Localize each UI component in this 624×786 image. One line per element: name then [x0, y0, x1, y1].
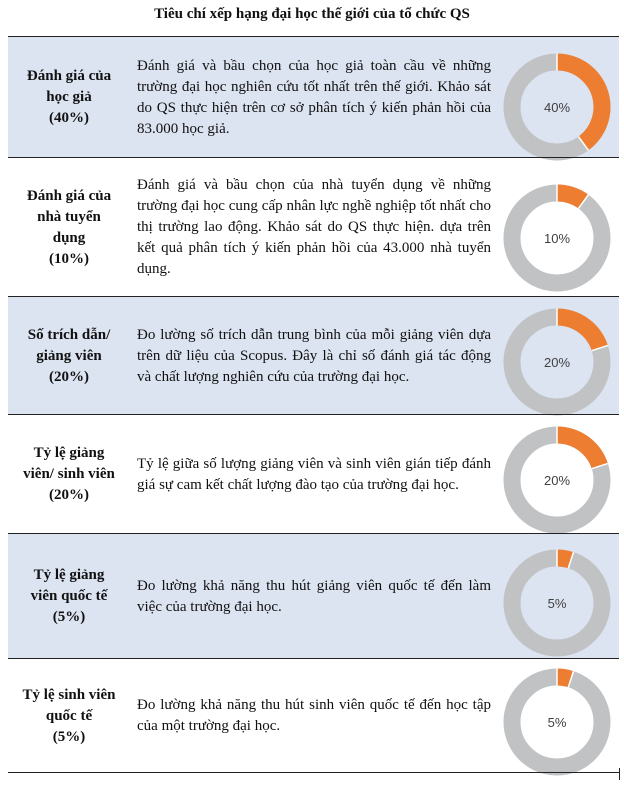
criterion-line: nhà tuyển: [37, 208, 101, 225]
criterion-line: (5%): [52, 609, 86, 625]
table-row: [8, 36, 619, 158]
donut-chart: [502, 548, 612, 658]
page-title: Tiêu chí xếp hạng đại học thế giới của tổ chức QS: [154, 6, 470, 22]
donut-svg: [502, 52, 612, 162]
criterion-line: Số trích dẫn/: [27, 326, 111, 343]
table-row: [8, 157, 619, 297]
criterion-line: (5%): [52, 728, 86, 745]
description-text: Đo lường khả năng thu hút sinh viên quốc tế đến học tập của một trường đại học.: [137, 697, 491, 734]
table-edge-tick: [619, 768, 620, 780]
donut-value-label: 40%: [543, 100, 571, 115]
description-text: Đo lường khả năng thu hút giảng viên quốc tế đến làm việc của trường đại học.: [137, 577, 491, 615]
criterion-line: giảng viên: [36, 347, 102, 364]
criterion-cell: [8, 534, 130, 659]
donut-value-label: 5%: [547, 596, 567, 611]
description-cell: [137, 37, 491, 158]
donut-chart: [502, 52, 612, 162]
donut-svg: [502, 667, 612, 777]
criterion-line: (10%): [49, 250, 89, 267]
donut-svg: [502, 548, 612, 658]
donut-value-label: 20%: [543, 355, 571, 370]
criterion-cell: [8, 659, 130, 773]
description-text: Đánh giá và bầu chọn của học giả toàn cầu về những trường đại học nghiên cứu tốt nhất trên thế giới. Khảo sát do QS thực hiện trên cơ sở phân tích ý kiến phản hồi của 83.000 học giả.: [137, 57, 491, 137]
donut-value-label: 5%: [547, 715, 567, 730]
criterion-cell: [8, 297, 130, 415]
description-cell: [137, 415, 491, 534]
donut-chart: [502, 667, 612, 777]
criterion-cell: [8, 37, 130, 158]
donut-chart: [502, 307, 612, 417]
criterion-line: viên quốc tế: [30, 588, 108, 604]
criterion-line: viên/ sinh viên: [23, 466, 115, 482]
donut-svg: [502, 425, 612, 535]
criterion-line: Tỷ lệ giảng: [33, 567, 105, 583]
description-cell: [137, 534, 491, 659]
table-row: [8, 296, 619, 415]
description-text: Tỷ lệ giữa số lượng giảng viên và sinh viên gián tiếp đánh giá sự cam kết chất lượng đào tạo của trường đại học.: [137, 455, 491, 493]
table-bottom-border: [8, 772, 619, 773]
donut-chart: [502, 425, 612, 535]
description-text: Đo lường số trích dẫn trung bình của mỗi giảng viên dựa trên dữ liệu của Scopus. Đây là chỉ số đánh giá tác động và chất lượng nghiên cứu của trường đại học.: [137, 326, 491, 385]
criterion-line: dụng: [52, 229, 86, 246]
donut-chart: [502, 183, 612, 293]
table-row: [8, 658, 619, 773]
criterion-line: học giả: [46, 89, 92, 105]
criterion-line: quốc tế: [45, 707, 93, 724]
criterion-line: Đánh giá của: [26, 68, 112, 84]
donut-svg: [502, 183, 612, 293]
criterion-line: (40%): [49, 110, 89, 126]
donut-svg: [502, 307, 612, 417]
criterion-line: Tỷ lệ sinh viên: [22, 686, 116, 703]
donut-value-label: 10%: [543, 231, 571, 246]
table-row: [8, 414, 619, 534]
criterion-line: (20%): [48, 487, 89, 503]
criterion-cell: [8, 415, 130, 534]
description-text: Đánh giá và bầu chọn của nhà tuyển dụng về những trường đại học cung cấp nhân lực nghề nghiệp tốt nhất cho thị trường lao động. Khảo sát do QS thực hiện. dựa trên kết quả phân tích ý kiến phản hồi của 43.000 nhà tuyển dụng.: [137, 177, 491, 277]
criterion-line: Đánh giá của: [26, 187, 112, 204]
donut-value-label: 20%: [543, 473, 571, 488]
description-cell: [137, 158, 491, 297]
table-row: [8, 533, 619, 659]
description-cell: [137, 659, 491, 773]
description-cell: [137, 297, 491, 415]
criterion-line: (20%): [48, 368, 89, 385]
criterion-line: Tỷ lệ giảng: [33, 445, 105, 461]
criterion-cell: [8, 158, 130, 297]
